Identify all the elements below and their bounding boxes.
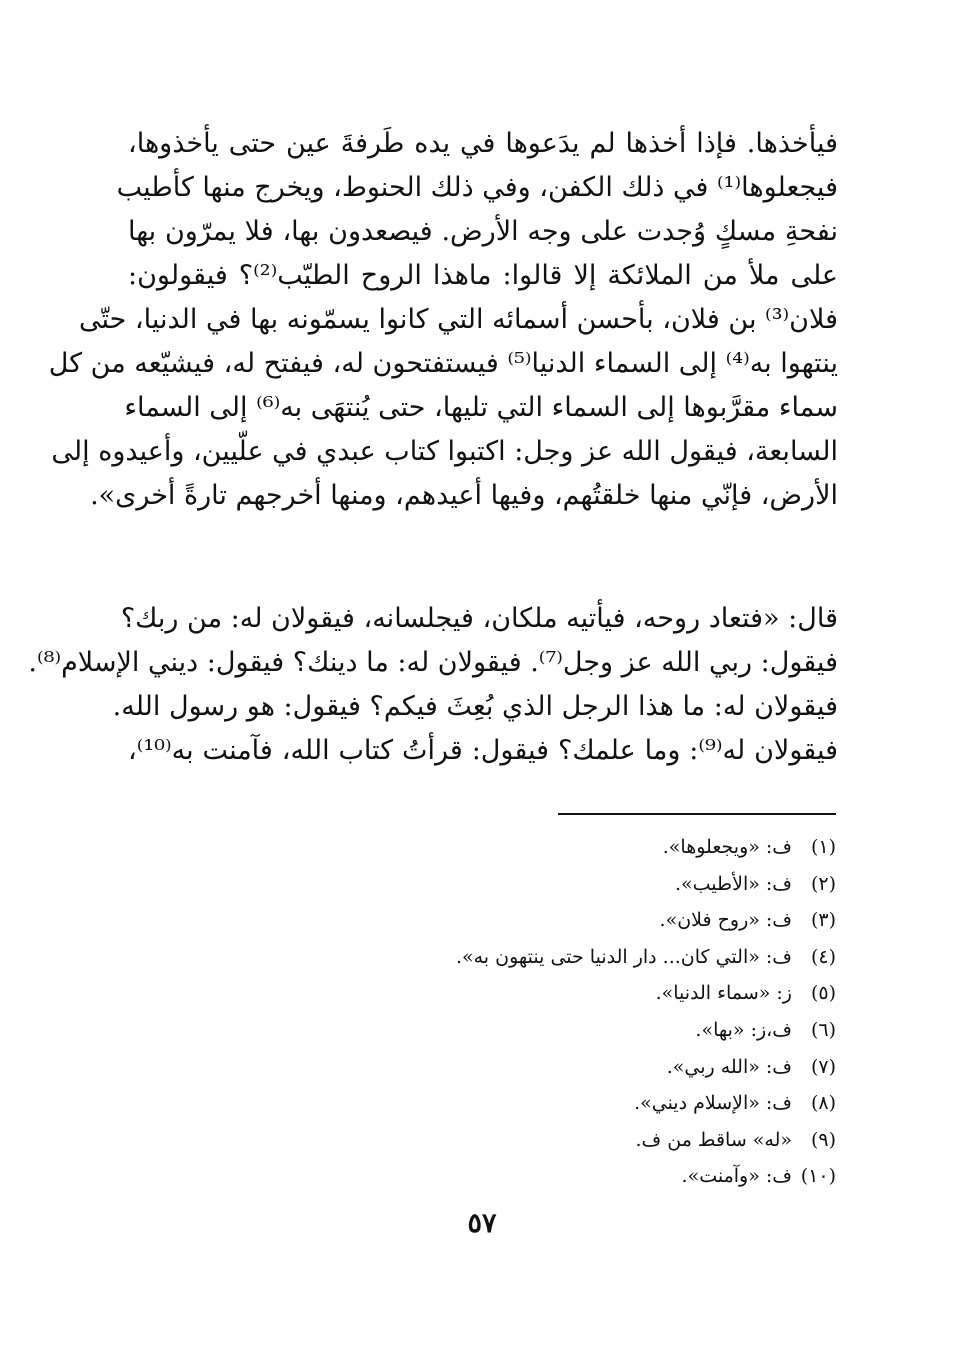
footnote-text: ف: «روح فلان». bbox=[659, 909, 792, 932]
main-paragraph-2 bbox=[28, 597, 838, 773]
footnote-number: (٧) bbox=[810, 1055, 836, 1078]
footnote-item bbox=[300, 866, 836, 903]
footnote-number: (٣) bbox=[810, 909, 836, 932]
text-line: فيقولان له⁽⁹⁾: وما علمك؟ فيقول: قرأتُ كتاب الله، فآمنت به⁽¹⁰⁾، bbox=[128, 735, 838, 766]
footnote-text: ف،ز: «بها». bbox=[695, 1018, 792, 1041]
footnote-number: (١) bbox=[810, 836, 836, 858]
footnote-item bbox=[300, 1085, 836, 1122]
text-line: فيأخذها. فإذا أخذها لم يدَعوها في يده طَرفةَ عين حتى يأخذوها، bbox=[128, 128, 838, 159]
footnote-item bbox=[300, 902, 836, 939]
footnote-divider bbox=[558, 813, 836, 815]
footnote-number: (٩) bbox=[810, 1128, 836, 1151]
text-line: الأرض، فإنّي منها خلقتُهم، وفيها أعيدهم، ومنها أخرجهم تارةً أخرى». bbox=[90, 480, 838, 511]
footnote-item bbox=[300, 1122, 836, 1159]
text-line: على ملأ من الملائكة إلا قالوا: ماهذا الروح الطيّب⁽²⁾؟ فيقولون: bbox=[128, 260, 838, 291]
footnote-item bbox=[300, 1012, 836, 1049]
text-line: قال: «فتعاد روحه، فيأتيه ملكان، فيجلسانه، فيقولان له: من ربك؟ bbox=[120, 603, 838, 634]
text-line: ينتهوا به⁽⁴⁾ إلى السماء الدنيا⁽⁵⁾ فيستفتحون له، فيفتح له، فيشيّعه من كل bbox=[48, 348, 838, 379]
text-line: فيجعلوها⁽¹⁾ في ذلك الكفن، وفي ذلك الحنوط، ويخرج منها كأطيب bbox=[116, 172, 838, 203]
footnote-text: ف: «التي كان... دار الدنيا حتى ينتهون به». bbox=[455, 945, 792, 968]
footnote-text: «له» ساقط من ف. bbox=[635, 1128, 792, 1151]
footnote-text: ز: «سماء الدنيا». bbox=[655, 982, 792, 1005]
footnote-text: ف: «الإسلام ديني». bbox=[634, 1092, 792, 1115]
footnote-text: ف: «وآمنت». bbox=[681, 1165, 792, 1188]
footnotes-list bbox=[300, 829, 836, 1195]
footnote-number: (١٠) bbox=[800, 1165, 836, 1188]
footnote-text: ف: «الأطيب». bbox=[674, 872, 792, 895]
page-number: ٥٧ bbox=[467, 1208, 497, 1239]
text-line: فيقول: ربي الله عز وجل⁽⁷⁾. فيقولان له: ما دينك؟ فيقول: ديني الإسلام⁽⁸⁾. bbox=[28, 647, 838, 678]
footnote-item bbox=[300, 1158, 836, 1195]
main-paragraph-1 bbox=[48, 122, 838, 518]
footnote-item bbox=[300, 1049, 836, 1086]
footnote-number: (٤) bbox=[810, 945, 836, 968]
footnote-number: (٦) bbox=[810, 1018, 836, 1041]
footnote-item bbox=[300, 975, 836, 1012]
text-line: نفحةِ مسكٍ وُجدت على وجه الأرض. فيصعدون بها، فلا يمرّون بها bbox=[128, 216, 838, 247]
footnote-number: (٨) bbox=[810, 1092, 836, 1115]
text-line: فلان⁽³⁾ بن فلان، بأحسن أسمائه التي كانوا يسمّونه بها في الدنيا، حتّى bbox=[78, 304, 838, 335]
text-line: السابعة، فيقول الله عز وجل: اكتبوا كتاب عبدي في علّيين، وأعيدوه إلى bbox=[51, 436, 838, 467]
footnote-text: ف: «ويجعلوها». bbox=[662, 836, 792, 858]
footnote-text: ف: «الله ربي». bbox=[666, 1055, 792, 1078]
footnote-item bbox=[300, 939, 836, 976]
footnote-item bbox=[300, 829, 836, 866]
footnote-number: (٢) bbox=[810, 872, 836, 895]
text-line: فيقولان له: ما هذا الرجل الذي بُعِثَ فيكم؟ فيقول: هو رسول الله. bbox=[112, 691, 838, 722]
footnote-number: (٥) bbox=[810, 982, 836, 1005]
text-line: سماء مقرَّبوها إلى السماء التي تليها، حتى يُنتهَى به⁽⁶⁾ إلى السماء bbox=[124, 392, 838, 423]
